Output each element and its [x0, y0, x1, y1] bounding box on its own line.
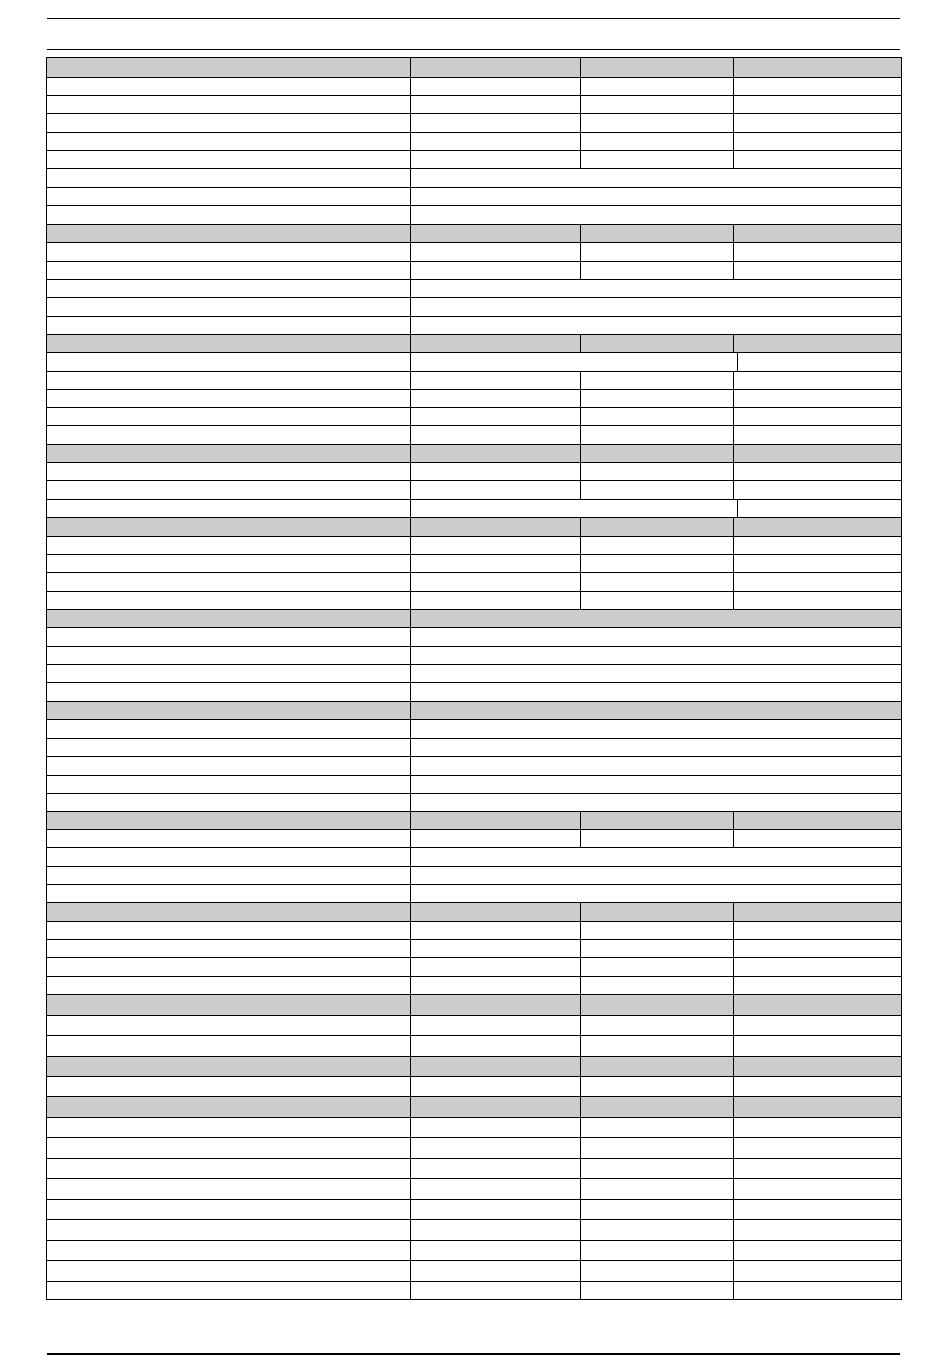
row-label-cell	[47, 555, 410, 572]
row-label-cell	[47, 317, 410, 334]
value-cell	[580, 1200, 733, 1219]
table-row	[47, 95, 901, 113]
value-cell	[410, 592, 580, 609]
row-label-cell	[47, 243, 410, 261]
value-cell	[410, 958, 580, 976]
table-row	[47, 1137, 901, 1158]
value-cell	[580, 133, 733, 150]
section-header-row	[47, 1056, 901, 1076]
value-cell	[580, 995, 733, 1015]
value-cell	[580, 812, 733, 829]
row-label-cell	[47, 445, 410, 462]
value-cell	[410, 1057, 580, 1076]
table-row	[47, 829, 901, 847]
value-cell	[410, 78, 580, 95]
value-cell	[580, 977, 733, 994]
value-cell	[580, 1036, 733, 1056]
value-cell	[580, 225, 733, 242]
value-cell	[410, 830, 580, 847]
row-label-cell	[47, 867, 410, 884]
value-cell	[580, 903, 733, 921]
table-row	[47, 389, 901, 407]
value-cell	[733, 481, 901, 499]
table-row	[47, 572, 901, 591]
table-row	[47, 536, 901, 554]
row-label-cell	[47, 1159, 410, 1178]
value-cell	[733, 1200, 901, 1219]
row-label-cell	[47, 1138, 410, 1158]
value-cell	[410, 133, 580, 150]
value-cell	[410, 96, 580, 113]
value-cell	[733, 1159, 901, 1178]
table-row	[47, 279, 901, 297]
value-cell	[580, 537, 733, 554]
value-cell	[733, 463, 901, 480]
section-header-row	[47, 517, 901, 536]
row-label-cell	[47, 206, 410, 224]
value-cell	[410, 372, 580, 389]
value-cell	[580, 1159, 733, 1178]
table-row	[47, 921, 901, 939]
table-row	[47, 957, 901, 976]
value-cell	[410, 225, 580, 242]
value-cell	[733, 1057, 901, 1076]
value-cell	[410, 647, 901, 664]
row-label-cell	[47, 96, 410, 113]
row-label-cell	[47, 794, 410, 811]
value-cell	[737, 500, 901, 517]
value-cell	[733, 243, 901, 261]
value-cell	[410, 848, 901, 866]
table-row	[47, 371, 901, 389]
table-row	[47, 425, 901, 444]
row-label-cell	[47, 683, 410, 701]
value-cell	[410, 262, 580, 279]
value-cell	[580, 335, 733, 352]
row-label-cell	[47, 757, 410, 775]
value-cell	[733, 151, 901, 168]
value-cell	[410, 922, 580, 939]
value-cell	[733, 1016, 901, 1035]
value-cell	[580, 1261, 733, 1281]
row-label-cell	[47, 995, 410, 1015]
row-label-cell	[47, 1241, 410, 1260]
row-label-cell	[47, 922, 410, 939]
table-row	[47, 297, 901, 316]
row-label-cell	[47, 58, 410, 77]
value-cell	[580, 1016, 733, 1035]
table-row	[47, 1240, 901, 1260]
value-cell	[580, 114, 733, 132]
value-cell	[733, 977, 901, 994]
table-row	[47, 847, 901, 866]
row-label-cell	[47, 114, 410, 132]
value-cell	[580, 1097, 733, 1117]
row-label-cell	[47, 78, 410, 95]
row-label-cell	[47, 1036, 410, 1056]
row-label-cell	[47, 610, 410, 627]
value-cell	[733, 78, 901, 95]
section-header-row	[47, 334, 901, 352]
table-row	[47, 866, 901, 884]
value-cell	[410, 1220, 580, 1240]
row-label-cell	[47, 739, 410, 756]
row-label-cell	[47, 812, 410, 829]
header-top-rule	[47, 18, 900, 19]
value-cell	[410, 1138, 580, 1158]
value-cell	[733, 335, 901, 352]
value-cell	[410, 500, 737, 517]
value-cell	[733, 133, 901, 150]
row-label-cell	[47, 573, 410, 591]
row-label-cell	[47, 1179, 410, 1199]
section-header-row	[47, 811, 901, 829]
table-row	[47, 738, 901, 756]
value-cell	[410, 206, 901, 224]
row-label-cell	[47, 977, 410, 994]
table-row	[47, 884, 901, 902]
value-cell	[733, 555, 901, 572]
value-cell	[410, 757, 901, 775]
value-cell	[580, 1077, 733, 1096]
document-title	[47, 24, 900, 44]
value-cell	[410, 812, 580, 829]
row-label-cell	[47, 1057, 410, 1076]
footer-rule	[47, 1353, 900, 1355]
row-label-cell	[47, 353, 410, 371]
value-cell	[410, 776, 901, 793]
row-label-cell	[47, 133, 410, 150]
row-label-cell	[47, 463, 410, 480]
row-label-cell	[47, 1118, 410, 1137]
value-cell	[737, 353, 901, 371]
table-row	[47, 1035, 901, 1056]
value-cell	[410, 1282, 580, 1299]
value-cell	[580, 408, 733, 425]
row-label-cell	[47, 188, 410, 205]
row-label-cell	[47, 262, 410, 279]
row-label-cell	[47, 848, 410, 866]
value-cell	[580, 58, 733, 77]
value-cell	[733, 1036, 901, 1056]
section-header-row	[47, 224, 901, 242]
value-cell	[733, 922, 901, 939]
section-header-row	[47, 701, 901, 719]
value-cell	[410, 481, 580, 499]
value-cell	[733, 225, 901, 242]
row-label-cell	[47, 335, 410, 352]
value-cell	[410, 628, 901, 646]
row-label-cell	[47, 647, 410, 664]
value-cell	[733, 1261, 901, 1281]
row-label-cell	[47, 372, 410, 389]
value-cell	[580, 1057, 733, 1076]
value-cell	[410, 720, 901, 738]
value-cell	[410, 390, 580, 407]
value-cell	[410, 280, 901, 297]
value-cell	[410, 151, 580, 168]
value-cell	[733, 58, 901, 77]
value-cell	[410, 1179, 580, 1199]
table-row	[47, 316, 901, 334]
value-cell	[580, 445, 733, 462]
value-cell	[733, 1220, 901, 1240]
section-header-row	[47, 902, 901, 921]
table-row	[47, 775, 901, 793]
value-cell	[580, 518, 733, 536]
table-row	[47, 756, 901, 775]
table-row	[47, 352, 901, 371]
value-cell	[410, 940, 580, 957]
value-cell	[410, 1077, 580, 1096]
row-label-cell	[47, 776, 410, 793]
value-cell	[733, 573, 901, 591]
value-cell	[733, 995, 901, 1015]
value-cell	[410, 573, 580, 591]
row-label-cell	[47, 1220, 410, 1240]
value-cell	[733, 1241, 901, 1260]
value-cell	[410, 353, 737, 371]
value-cell	[410, 995, 580, 1015]
value-cell	[410, 188, 901, 205]
value-cell	[410, 426, 580, 444]
section-header-row	[47, 609, 901, 627]
value-cell	[733, 830, 901, 847]
table-row	[47, 1117, 901, 1137]
value-cell	[733, 96, 901, 113]
value-cell	[410, 298, 901, 316]
table-row	[47, 793, 901, 811]
row-label-cell	[47, 940, 410, 957]
row-label-cell	[47, 151, 410, 168]
value-cell	[410, 610, 901, 627]
table-row	[47, 939, 901, 957]
value-cell	[580, 372, 733, 389]
value-cell	[733, 1077, 901, 1096]
value-cell	[733, 518, 901, 536]
table-row	[47, 646, 901, 664]
table-row	[47, 205, 901, 224]
row-label-cell	[47, 426, 410, 444]
row-label-cell	[47, 1077, 410, 1096]
value-cell	[580, 1282, 733, 1299]
table-row	[47, 1015, 901, 1035]
row-label-cell	[47, 958, 410, 976]
value-cell	[580, 1179, 733, 1199]
value-cell	[580, 1241, 733, 1260]
value-cell	[580, 958, 733, 976]
table-row	[47, 627, 901, 646]
footer-text	[47, 1356, 900, 1368]
row-label-cell	[47, 537, 410, 554]
section-header-row	[47, 444, 901, 462]
value-cell	[733, 372, 901, 389]
table-row	[47, 554, 901, 572]
table-row	[47, 1260, 901, 1281]
table-row	[47, 1076, 901, 1096]
row-label-cell	[47, 830, 410, 847]
value-cell	[410, 867, 901, 884]
value-cell	[410, 169, 901, 187]
value-cell	[733, 445, 901, 462]
value-cell	[410, 463, 580, 480]
table-row	[47, 480, 901, 499]
row-label-cell	[47, 500, 410, 517]
row-label-cell	[47, 1261, 410, 1281]
value-cell	[410, 1159, 580, 1178]
value-cell	[733, 812, 901, 829]
row-label-cell	[47, 1016, 410, 1035]
section-header-row	[47, 58, 901, 77]
value-cell	[580, 463, 733, 480]
row-label-cell	[47, 390, 410, 407]
value-cell	[410, 1118, 580, 1137]
value-cell	[410, 445, 580, 462]
value-cell	[410, 243, 580, 261]
value-cell	[410, 1016, 580, 1035]
value-cell	[580, 922, 733, 939]
table-row	[47, 1178, 901, 1199]
value-cell	[410, 518, 580, 536]
row-label-cell	[47, 1097, 410, 1117]
value-cell	[410, 335, 580, 352]
table-row	[47, 187, 901, 205]
value-cell	[410, 1241, 580, 1260]
value-cell	[410, 408, 580, 425]
row-label-cell	[47, 665, 410, 682]
row-label-cell	[47, 628, 410, 646]
header-bottom-rule	[47, 49, 900, 50]
value-cell	[410, 683, 901, 701]
value-cell	[580, 830, 733, 847]
row-label-cell	[47, 885, 410, 902]
table-row	[47, 664, 901, 682]
table-row	[47, 976, 901, 994]
row-label-cell	[47, 592, 410, 609]
value-cell	[580, 555, 733, 572]
value-cell	[410, 317, 901, 334]
table-row	[47, 77, 901, 95]
table-row	[47, 261, 901, 279]
row-label-cell	[47, 1200, 410, 1219]
value-cell	[733, 940, 901, 957]
value-cell	[580, 940, 733, 957]
value-cell	[580, 1220, 733, 1240]
value-cell	[580, 243, 733, 261]
value-cell	[733, 903, 901, 921]
row-label-cell	[47, 280, 410, 297]
value-cell	[733, 262, 901, 279]
row-label-cell	[47, 1282, 410, 1299]
value-cell	[733, 1282, 901, 1299]
value-cell	[580, 262, 733, 279]
table-row	[47, 719, 901, 738]
row-label-cell	[47, 225, 410, 242]
value-cell	[410, 903, 580, 921]
value-cell	[410, 977, 580, 994]
value-cell	[733, 1138, 901, 1158]
row-label-cell	[47, 298, 410, 316]
value-cell	[580, 592, 733, 609]
value-cell	[580, 390, 733, 407]
table-row	[47, 682, 901, 701]
table-row	[47, 242, 901, 261]
value-cell	[410, 537, 580, 554]
value-cell	[410, 114, 580, 132]
value-cell	[410, 665, 901, 682]
value-cell	[733, 537, 901, 554]
spec-table	[46, 57, 902, 1300]
table-row	[47, 407, 901, 425]
row-label-cell	[47, 903, 410, 921]
table-row	[47, 499, 901, 517]
table-row	[47, 462, 901, 480]
value-cell	[410, 1097, 580, 1117]
table-row	[47, 150, 901, 168]
value-cell	[580, 151, 733, 168]
value-cell	[580, 78, 733, 95]
value-cell	[733, 1179, 901, 1199]
row-label-cell	[47, 720, 410, 738]
value-cell	[410, 555, 580, 572]
row-label-cell	[47, 169, 410, 187]
value-cell	[410, 1036, 580, 1056]
table-row	[47, 1158, 901, 1178]
section-header-row	[47, 1096, 901, 1117]
value-cell	[410, 885, 901, 902]
value-cell	[733, 390, 901, 407]
value-cell	[733, 408, 901, 425]
table-row	[47, 132, 901, 150]
value-cell	[580, 1118, 733, 1137]
value-cell	[580, 481, 733, 499]
value-cell	[410, 739, 901, 756]
value-cell	[580, 426, 733, 444]
value-cell	[733, 1097, 901, 1117]
value-cell	[733, 1118, 901, 1137]
value-cell	[733, 958, 901, 976]
value-cell	[410, 794, 901, 811]
row-label-cell	[47, 518, 410, 536]
value-cell	[410, 1261, 580, 1281]
value-cell	[410, 702, 901, 719]
section-header-row	[47, 994, 901, 1015]
value-cell	[410, 1200, 580, 1219]
table-row	[47, 591, 901, 609]
table-row	[47, 1219, 901, 1240]
value-cell	[733, 114, 901, 132]
table-row	[47, 113, 901, 132]
value-cell	[580, 573, 733, 591]
row-label-cell	[47, 481, 410, 499]
row-label-cell	[47, 702, 410, 719]
value-cell	[410, 58, 580, 77]
row-label-cell	[47, 408, 410, 425]
value-cell	[580, 1138, 733, 1158]
value-cell	[733, 592, 901, 609]
value-cell	[733, 426, 901, 444]
table-row	[47, 1199, 901, 1219]
table-row	[47, 1281, 901, 1299]
value-cell	[580, 96, 733, 113]
table-row	[47, 168, 901, 187]
